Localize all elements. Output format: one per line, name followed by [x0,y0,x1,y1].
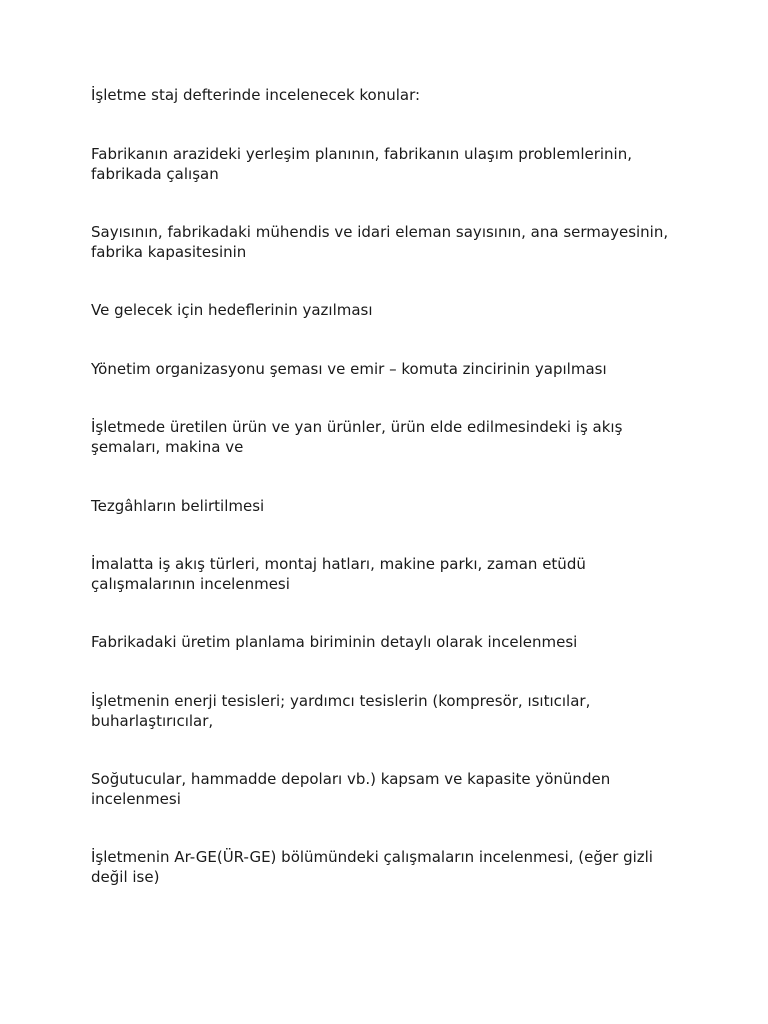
document-paragraph [91,222,691,262]
document-paragraph [91,417,691,457]
document-paragraph [91,554,691,594]
paragraph-text: Sayısının, fabrikadaki mühendis ve idari eleman sayısının, ana sermayesinin, fabrika kapasitesinin [91,223,669,261]
paragraph-text: İşletmede üretilen ürün ve yan ürünler, ürün elde edilmesindeki iş akış şemaları, makina ve [91,418,623,456]
document-paragraph [91,144,691,184]
document-heading [91,85,691,105]
paragraph-text: İşletmenin enerji tesisleri; yardımcı tesislerin (kompresör, ısıtıcılar, buharlaştırıcılar, [91,692,591,730]
paragraph-text: Fabrikanın arazideki yerleşim planının, fabrikanın ulaşım problemlerinin, fabrikada çalışan [91,145,632,183]
paragraph-text: Yönetim organizasyonu şeması ve emir – komuta zincirinin yapılması [91,360,607,378]
document-paragraph [91,769,691,809]
paragraph-text: Ve gelecek için hedeflerinin yazılması [91,301,373,319]
document-paragraph [91,359,691,379]
document-paragraph [91,847,691,887]
document-paragraph [91,691,691,731]
paragraph-text: İşletmenin Ar-GE(ÜR-GE) bölümündeki çalışmaların incelenmesi, (eğer gizli değil ise) [91,848,653,886]
paragraph-text: Fabrikadaki üretim planlama biriminin detaylı olarak incelenmesi [91,633,578,651]
document-paragraph [91,632,691,652]
paragraph-text: İşletme staj defterinde incelenecek konular: [91,86,421,104]
paragraph-text: Tezgâhların belirtilmesi [91,497,265,515]
document-paragraph [91,496,691,516]
paragraph-text: İmalatta iş akış türleri, montaj hatları, makine parkı, zaman etüdü çalışmalarının incelenmesi [91,555,586,593]
paragraph-text: Soğutucular, hammadde depoları vb.) kapsam ve kapasite yönünden incelenmesi [91,770,611,808]
document-paragraph [91,300,691,320]
